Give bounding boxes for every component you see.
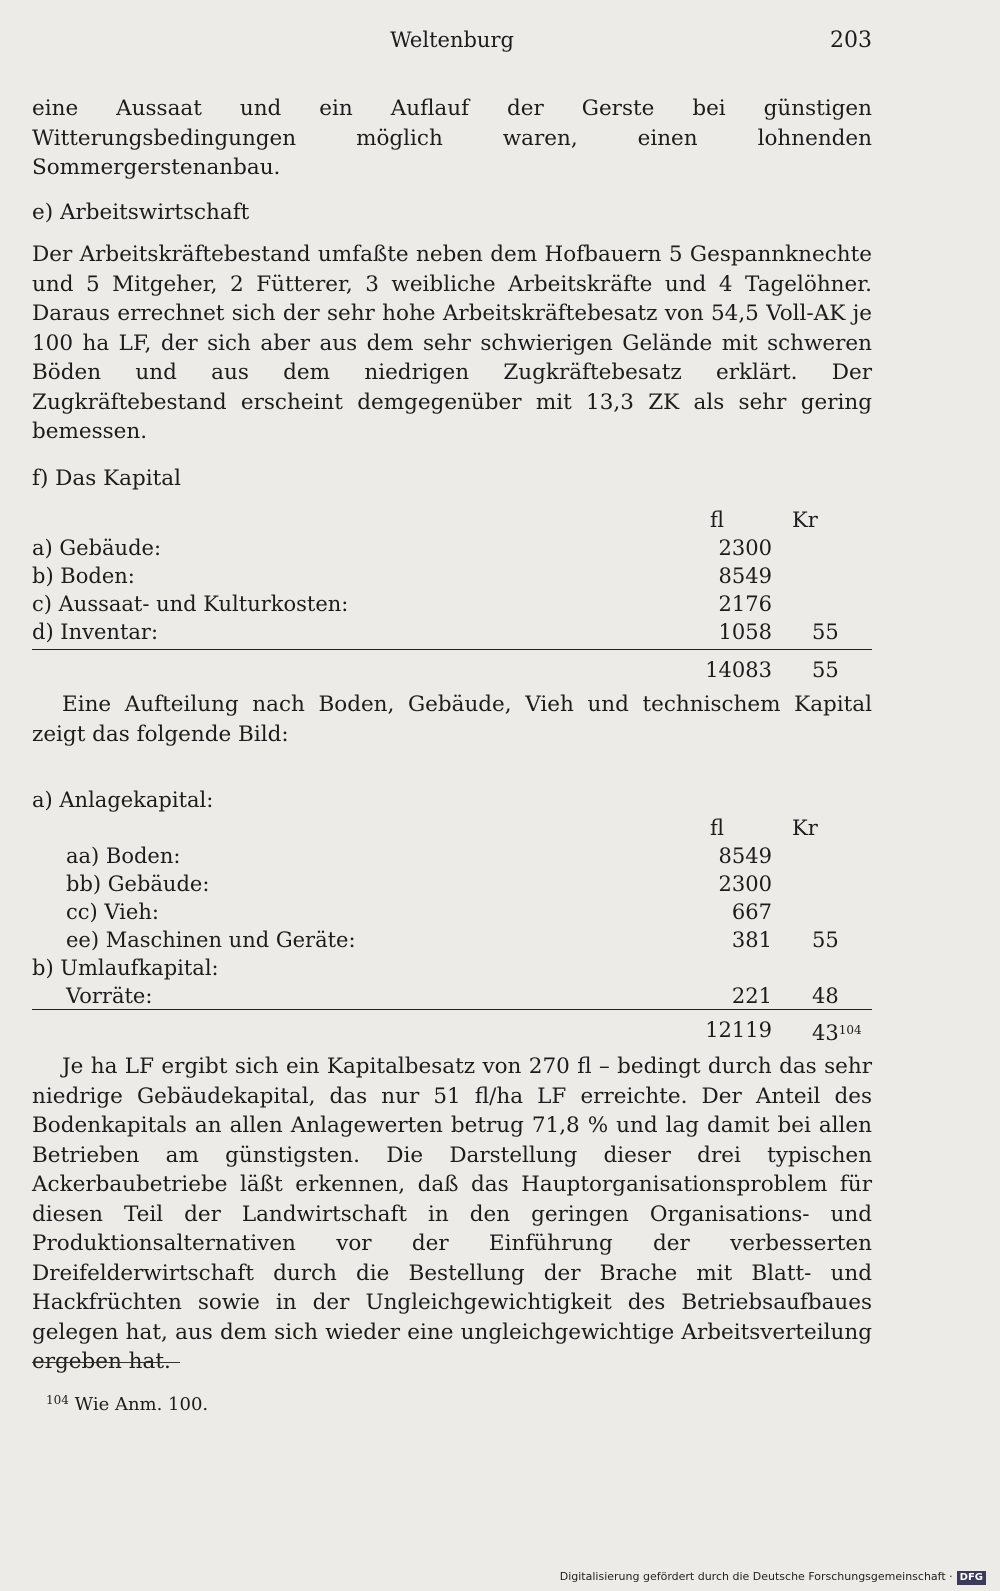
footnote-ref: 104 [838,1023,862,1037]
total-fl: 12119 [705,1018,772,1042]
col-header-kr: Kr [792,508,818,532]
col-header-fl: fl [709,816,724,840]
row-kr: 55 [812,928,839,952]
running-head [32,28,872,58]
paragraph-arbeitswirtschaft: Der Arbeitskräftebestand umfaßte neben dem Hofbauern 5 Gespannknechte und 5 Mitgeher, 2 Fütterer, 3 weibliche Arbeitskräfte und 4 Tagelöhner. Daraus errechnet sich der sehr hohe Arbeitskräftebesatz von 54,5 Voll-AK je 100 ha LF, der sich aber aus dem sehr schwierigen Gelände mit schweren Böden und aus dem niedrigen Zugkräftebesatz erklärt. Der Zugkräftebestand erscheint demgegenüber mit 13,3 ZK als sehr gering bemessen. [32,242,872,444]
total-fl: 14083 [705,658,772,682]
table-header-row [32,814,872,842]
credit-text: Digitalisierung gefördert durch die Deutsche Forschungsgemeinschaft · [559,1570,953,1583]
row-fl: 667 [731,900,772,924]
table-row [32,870,872,898]
group-label-umlaufkapital: b) Umlaufkapital: [32,956,219,980]
table-row [32,618,872,646]
dfg-logo: DFG [957,1571,986,1585]
table-row [32,562,872,590]
row-label: aa) Boden: [66,844,181,868]
table-sum-rule [32,1009,872,1010]
row-fl: 2176 [718,592,772,616]
paragraph-intro: eine Aussaat und ein Auflauf der Gerste bei günstigen Witterungsbedingungen möglich waren, einen lohnenden Sommergerstenanbau. [32,96,872,180]
row-fl: 2300 [718,536,772,560]
row-fl: 221 [731,984,772,1008]
capital-table [32,506,872,646]
table-header-row [32,506,872,534]
table-row [32,590,872,618]
row-label: ee) Maschinen und Geräte: [66,928,356,952]
table-row [32,898,872,926]
row-label: b) Boden: [32,564,135,588]
page-number: 203 [830,28,872,53]
heading-kapital: f) Das Kapital [32,466,181,491]
footnote-number: 104 [46,1393,69,1407]
row-label: d) Inventar: [32,620,159,644]
capital-table-total [32,656,872,684]
row-label: c) Aussaat- und Kulturkosten: [32,592,349,616]
row-fl: 381 [731,928,772,952]
capital-breakdown-total [32,1016,872,1044]
col-header-kr: Kr [792,816,818,840]
row-fl: 1058 [718,620,772,644]
digitization-credit [560,1570,986,1585]
total-kr [812,1016,872,1047]
capital-breakdown-table [32,786,872,1010]
running-title: Weltenburg [390,28,514,52]
footnote [46,1388,208,1417]
table-row [32,926,872,954]
row-kr: 55 [812,620,839,644]
table-row [32,842,872,870]
group-row [32,786,872,814]
paragraph-aufteilung: Eine Aufteilung nach Boden, Gebäude, Vieh und technischem Kapital zeigt das folgende Bild: [32,692,872,747]
paragraph-schluss: Je ha LF ergibt sich ein Kapitalbesatz von 270 fl – bedingt durch das sehr niedrige Gebäudekapital, das nur 51 fl/ha LF erreichte. Der Anteil des Bodenkapitals an allen Anlagewerten betrug 71,8 % und lag damit bei allen Betrieben am günstigsten. Die Darstellung dieser drei typischen Ackerbaubetriebe läßt erkennen, daß das Hauptorganisationsproblem für diesen Teil der Landwirtschaft in den geringen Organisations- und Produktionsalternativen vor der Einführung der verbesserten Dreifelderwirtschaft durch die Bestellung der Brache mit Blatt- und Hackfrüchten sowie in der Ungleichgewichtigkeit des Betriebsaufbaues gelegen hat, aus dem sich wieder eine ungleichgewichtige Arbeitsverteilung ergeben hat. [32,1054,872,1374]
heading-arbeitswirtschaft: e) Arbeitswirtschaft [32,200,250,225]
table-sum-rule [32,649,872,650]
table-row [32,982,872,1010]
group-row [32,954,872,982]
table-total-row [32,1016,872,1044]
table-total-row [32,656,872,684]
row-label: bb) Gebäude: [66,872,210,896]
row-fl: 2300 [718,872,772,896]
row-label: Vorräte: [66,984,153,1008]
row-fl: 8549 [718,844,772,868]
group-label-anlagekapital: a) Anlagekapital: [32,788,214,812]
row-label: cc) Vieh: [66,900,159,924]
row-fl: 8549 [718,564,772,588]
total-kr-value: 43 [812,1021,839,1045]
table-row [32,534,872,562]
col-header-fl: fl [709,508,724,532]
total-kr: 55 [812,658,839,682]
row-label: a) Gebäude: [32,536,162,560]
footnote-rule [32,1362,180,1363]
row-kr: 48 [812,984,839,1008]
footnote-text: Wie Anm. 100. [74,1394,209,1415]
